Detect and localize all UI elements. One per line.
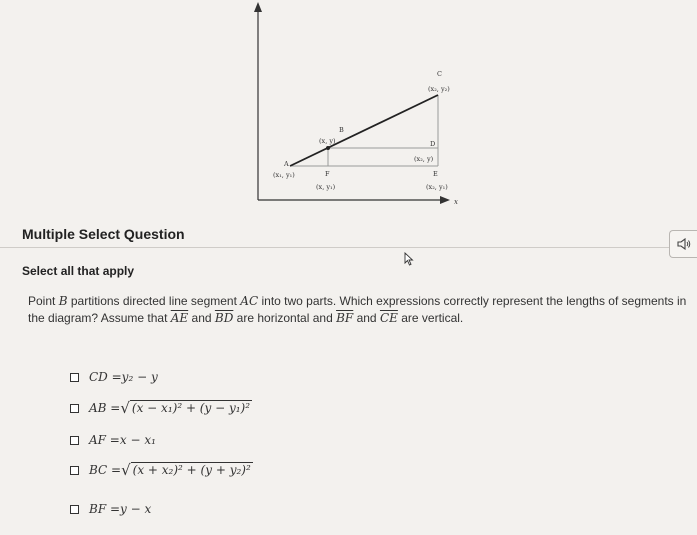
point-f-coord: (x, y₁): [316, 183, 336, 191]
speaker-icon: [677, 238, 691, 250]
prompt-text-5: are horizontal and: [233, 311, 337, 325]
point-d-label: D: [430, 140, 436, 148]
point-b-label: B: [339, 126, 344, 134]
y-axis-arrow: [254, 2, 262, 12]
option-checkbox[interactable]: [70, 505, 79, 514]
option-af[interactable]: [70, 433, 156, 447]
prompt-point-b: B: [58, 294, 68, 308]
prompt-text-3: into two parts. Which expressions correctly represent the lengths of segments in the diagram? Assume that: [28, 294, 687, 325]
radical-sign: √: [121, 461, 131, 479]
radical-sign: √: [120, 399, 130, 417]
x-axis-arrow: [440, 196, 450, 204]
point-d-coord: (x₂, y): [414, 155, 434, 163]
prompt-text-1: Point: [28, 294, 59, 308]
instruction-text: Select all that apply: [22, 264, 135, 278]
option-bc[interactable]: [70, 462, 253, 478]
point-a-coord: (x₁, y₁): [273, 171, 295, 179]
option-radicand: (x − x₁)² + (y − y₁)²: [131, 401, 251, 415]
question-prompt: [28, 293, 693, 327]
option-expression: x − x₁: [119, 433, 156, 447]
option-lhs: CD =: [89, 370, 122, 384]
option-lhs: AB =: [89, 401, 121, 415]
prompt-segment-ae: $\overline{AE}$: [170, 311, 189, 325]
option-lhs: BF =: [89, 502, 121, 516]
option-checkbox[interactable]: [70, 404, 79, 413]
prompt-text-6: and: [353, 311, 380, 325]
point-c-coord: (x₂, y₂): [428, 85, 450, 93]
prompt-segment-ce: $\overline{CE}$: [379, 311, 398, 325]
option-expression: y₂ − y: [121, 370, 158, 384]
option-cd[interactable]: [70, 370, 158, 384]
point-b-coord: (x, y): [319, 137, 336, 145]
prompt-text-2: partitions directed line segment: [67, 294, 241, 308]
point-f-label: F: [325, 170, 330, 178]
prompt-segment-bf: $\overline{BF}$: [336, 311, 354, 325]
header-divider: [0, 247, 669, 248]
option-ab[interactable]: [70, 400, 252, 416]
option-bf[interactable]: [70, 502, 151, 516]
point-c-label: C: [437, 70, 442, 78]
point-b: [326, 146, 330, 150]
option-checkbox[interactable]: [70, 373, 79, 382]
option-lhs: AF =: [89, 433, 120, 447]
point-e-coord: (x₂, y₁): [426, 183, 448, 191]
question-type-heading: Multiple Select Question: [22, 226, 185, 242]
option-sqrt-expression: [120, 400, 252, 416]
option-radicand: (x + x₂)² + (y + y₂)²: [132, 463, 251, 477]
option-checkbox[interactable]: [70, 436, 79, 445]
mouse-pointer-icon: [404, 252, 414, 266]
option-sqrt-expression: [121, 462, 253, 478]
x-axis-label: x: [454, 198, 458, 206]
prompt-segment-bd: $\overline{BD}$: [214, 311, 234, 325]
option-checkbox[interactable]: [70, 466, 79, 475]
option-expression: y − x: [120, 502, 152, 516]
prompt-text-4: and: [188, 311, 215, 325]
prompt-text-7: are vertical.: [397, 311, 464, 325]
point-a-label: A: [284, 160, 289, 168]
prompt-segment-ac: AC: [240, 294, 259, 308]
point-e-label: E: [433, 170, 438, 178]
option-lhs: BC =: [89, 463, 122, 477]
read-aloud-button[interactable]: [669, 230, 697, 258]
coordinate-diagram: [0, 0, 697, 222]
